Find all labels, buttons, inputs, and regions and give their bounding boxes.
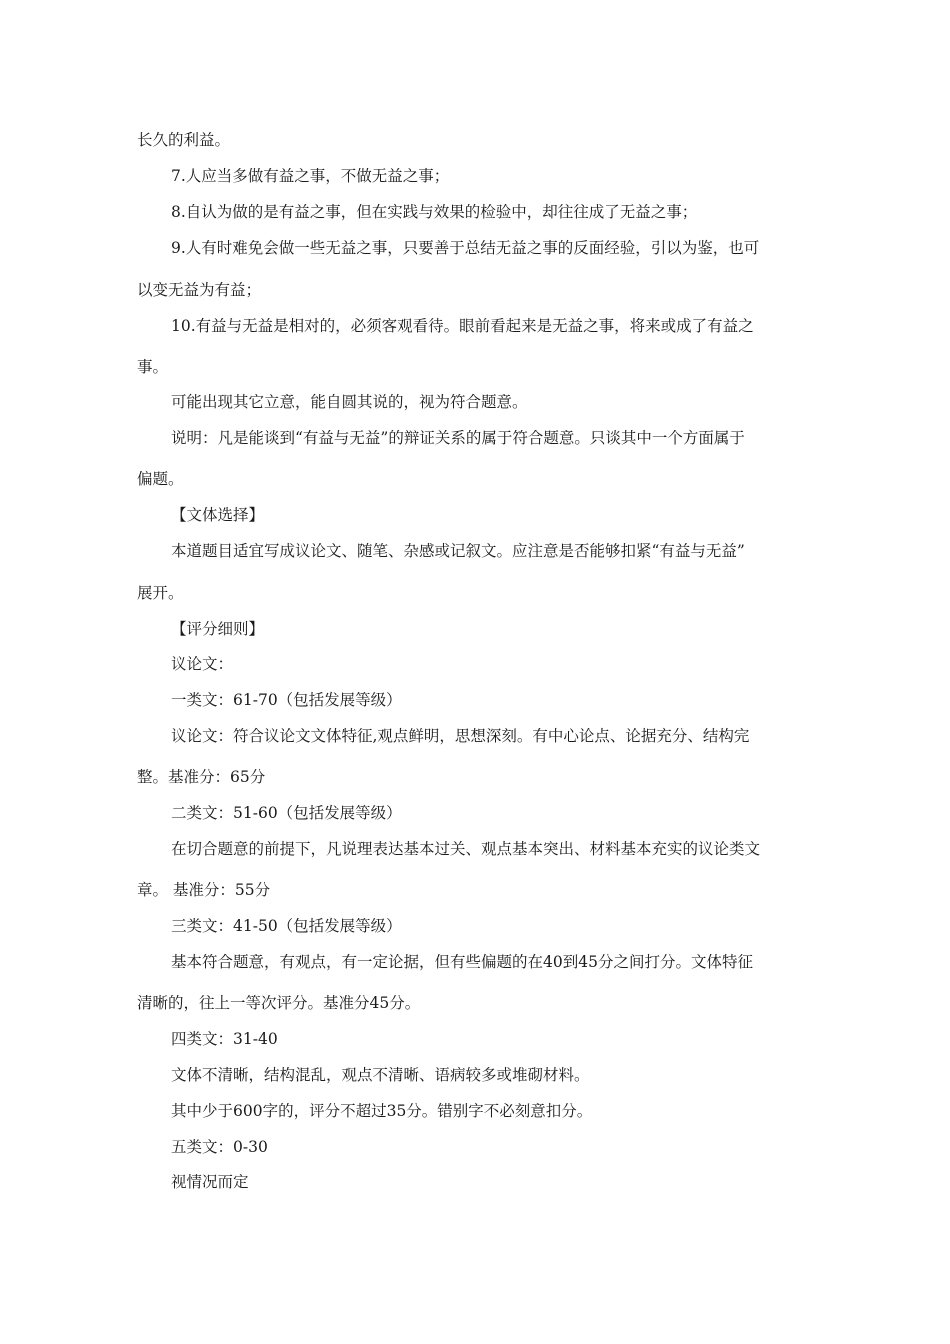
paragraph-line: 议论文：符合议论文文体特征,观点鲜明，思想深刻。有中心论点、论据充分、结构完 [171, 727, 750, 745]
paragraph-line: 整。基准分：65分 [137, 768, 266, 786]
paragraph-line: 以变无益为有益； [137, 281, 262, 299]
paragraph-line: 清晰的，往上一等次评分。基准分45分。 [137, 994, 421, 1012]
paragraph-line: 7.人应当多做有益之事，不做无益之事； [171, 167, 450, 185]
paragraph-line: 五类文：0-30 [171, 1138, 268, 1156]
section-heading: 【评分细则】 [171, 620, 265, 638]
paragraph-line: 章。 基准分：55分 [137, 881, 271, 899]
paragraph-line: 可能出现其它立意，能自圆其说的，视为符合题意。 [171, 393, 528, 411]
paragraph-line: 10.有益与无益是相对的，必须客观看待。眼前看起来是无益之事，将来或成了有益之 [171, 317, 754, 335]
paragraph-line: 视情况而定 [171, 1173, 249, 1191]
paragraph-line: 长久的利益。 [137, 131, 231, 149]
paragraph-line: 偏题。 [137, 470, 184, 488]
paragraph-line: 文体不清晰，结构混乱，观点不清晰、语病较多或堆砌材料。 [171, 1066, 590, 1084]
paragraph-line: 四类文：31-40 [171, 1030, 278, 1048]
paragraph-line: 三类文：41-50（包括发展等级） [171, 917, 402, 935]
paragraph-line: 在切合题意的前提下，凡说理表达基本过关、观点基本突出、材料基本充实的议论类文 [171, 840, 761, 858]
paragraph-line: 其中少于600字的，评分不超过35分。错别字不必刻意扣分。 [171, 1102, 593, 1120]
paragraph-line: 展开。 [137, 584, 184, 602]
paragraph-line: 一类文：61-70（包括发展等级） [171, 691, 402, 709]
paragraph-line: 9.人有时难免会做一些无益之事，只要善于总结无益之事的反面经验，引以为鉴，也可 [171, 239, 760, 257]
paragraph-line: 基本符合题意，有观点，有一定论据，但有些偏题的在40到45分之间打分。文体特征 [171, 953, 753, 971]
paragraph-line: 本道题目适宜写成议论文、随笔、杂感或记叙文。应注意是否能够扣紧“有益与无益” [171, 542, 745, 560]
section-heading: 【文体选择】 [171, 506, 265, 524]
paragraph-line: 事。 [137, 358, 169, 376]
paragraph-line: 二类文：51-60（包括发展等级） [171, 804, 402, 822]
paragraph-line: 说明：凡是能谈到“有益与无益”的辩证关系的属于符合题意。只谈其中一个方面属于 [171, 429, 745, 447]
paragraph-line: 议论文： [171, 655, 234, 673]
paragraph-line: 8.自认为做的是有益之事，但在实践与效果的检验中，却往往成了无益之事； [171, 203, 698, 221]
